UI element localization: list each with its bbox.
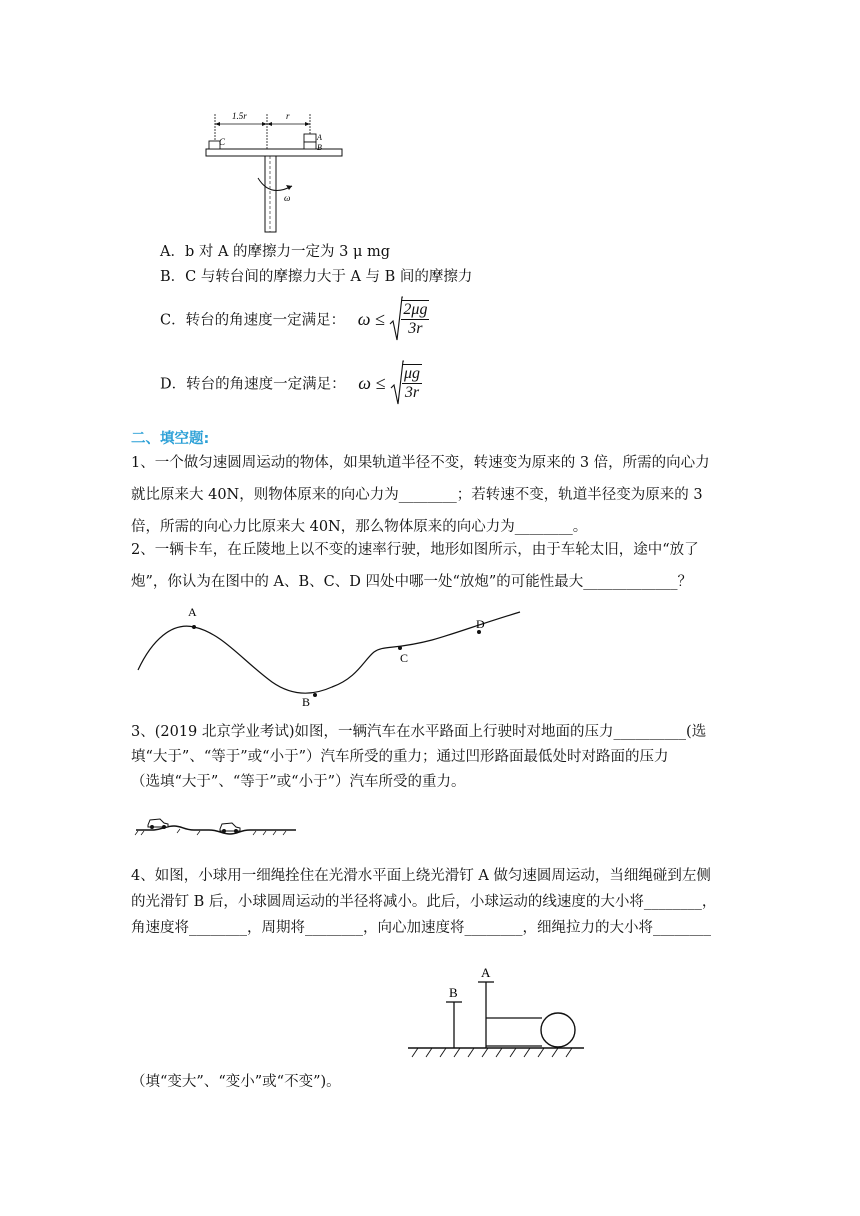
turntable-figure [200, 108, 350, 234]
option-c-numerator: 2μg [403, 301, 428, 318]
terrain-label-d: D [476, 617, 485, 631]
car-icon [220, 823, 240, 833]
dim-left-label: 1.5r [232, 111, 247, 121]
option-c-lhs: ω ≤ [357, 308, 385, 329]
option-d-denominator: 3r [404, 384, 420, 401]
label-b: B [317, 143, 322, 152]
option-c-denominator: 3r [408, 320, 423, 337]
option-b: B．C 与转台间的摩擦力大于 A 与 B 间的摩擦力 [160, 269, 473, 285]
car-icon [148, 819, 168, 829]
option-d-lhs: ω ≤ [358, 372, 386, 393]
label-c: C [219, 137, 226, 147]
q4-line-1: 4、如图，小球用一细绳拴住在光滑水平面上绕光滑钉 A 做匀速圆周运动，当细绳碰到左侧 [131, 868, 711, 884]
q4-line-2: 的光滑钉 B 后，小球圆周运动的半径将减小。此后，小球运动的线速度的大小将________， [131, 894, 717, 910]
option-a: A．b 对 A 的摩擦力一定为 3 μ mg [160, 244, 391, 260]
q1-line-1: 1、一个做匀速圆周运动的物体，如果轨道半径不变，转速变为原来的 3 倍，所需的向心力 [131, 455, 710, 471]
q2-line-2: 炮”，你认为在图中的 A、B、C、D 四处中哪一处“放炮”的可能性最大_____________？ [131, 574, 693, 590]
q4-footer: （填“变大”、“变小”或“不变”)。 [131, 1074, 341, 1090]
q1-line-2: 就比原来大 40N，则物体原来的向心力为________；若转速不变，轨道半径变为原来的 3 [131, 487, 703, 503]
option-d [160, 360, 422, 406]
omega-label: ω [284, 193, 291, 203]
option-c-text: C．转台的角速度一定满足： [160, 312, 346, 329]
label-a: A [317, 133, 322, 142]
terrain-figure [132, 600, 524, 708]
option-d-text: D．转台的角速度一定满足： [160, 376, 346, 393]
nail-label-a: A [481, 965, 491, 980]
option-d-fraction [402, 364, 422, 402]
terrain-label-a: A [188, 605, 197, 619]
q2-line-1: 2、一辆卡车，在丘陵地上以不变的速率行驶，地形如图所示，由于车轮太旧，途中“放了 [131, 542, 699, 558]
option-c-fraction [401, 300, 429, 338]
nail-label-b: B [449, 985, 458, 1000]
q3-line-1: 3、(2019 北京学业考试)如图，一辆汽车在水平路面上行驶时对地面的压力__________(选 [131, 724, 707, 740]
q3-line-2: 填“大于”、“等于”或“小于”）汽车所受的重力；通过凹形路面最低处时对路面的压力 [131, 749, 669, 765]
dim-right-label: r [286, 111, 290, 121]
q4-line-3: 角速度将________，周期将________，向心加速度将________，细绳拉力的大小将________ [131, 920, 711, 936]
terrain-label-c: C [400, 651, 409, 665]
terrain-label-b: B [302, 695, 311, 708]
option-c [160, 296, 429, 342]
q1-line-3: 倍，所需的向心力比原来大 40N，那么物体原来的向心力为________。 [131, 519, 588, 535]
road-figure [134, 808, 298, 836]
section-title: 二、填空题: [131, 431, 210, 447]
q3-line-3: （选填“大于”、“等于”或“小于”）汽车所受的重力。 [131, 774, 466, 790]
nail-ball-figure [406, 962, 586, 1060]
option-d-numerator: μg [403, 365, 420, 382]
